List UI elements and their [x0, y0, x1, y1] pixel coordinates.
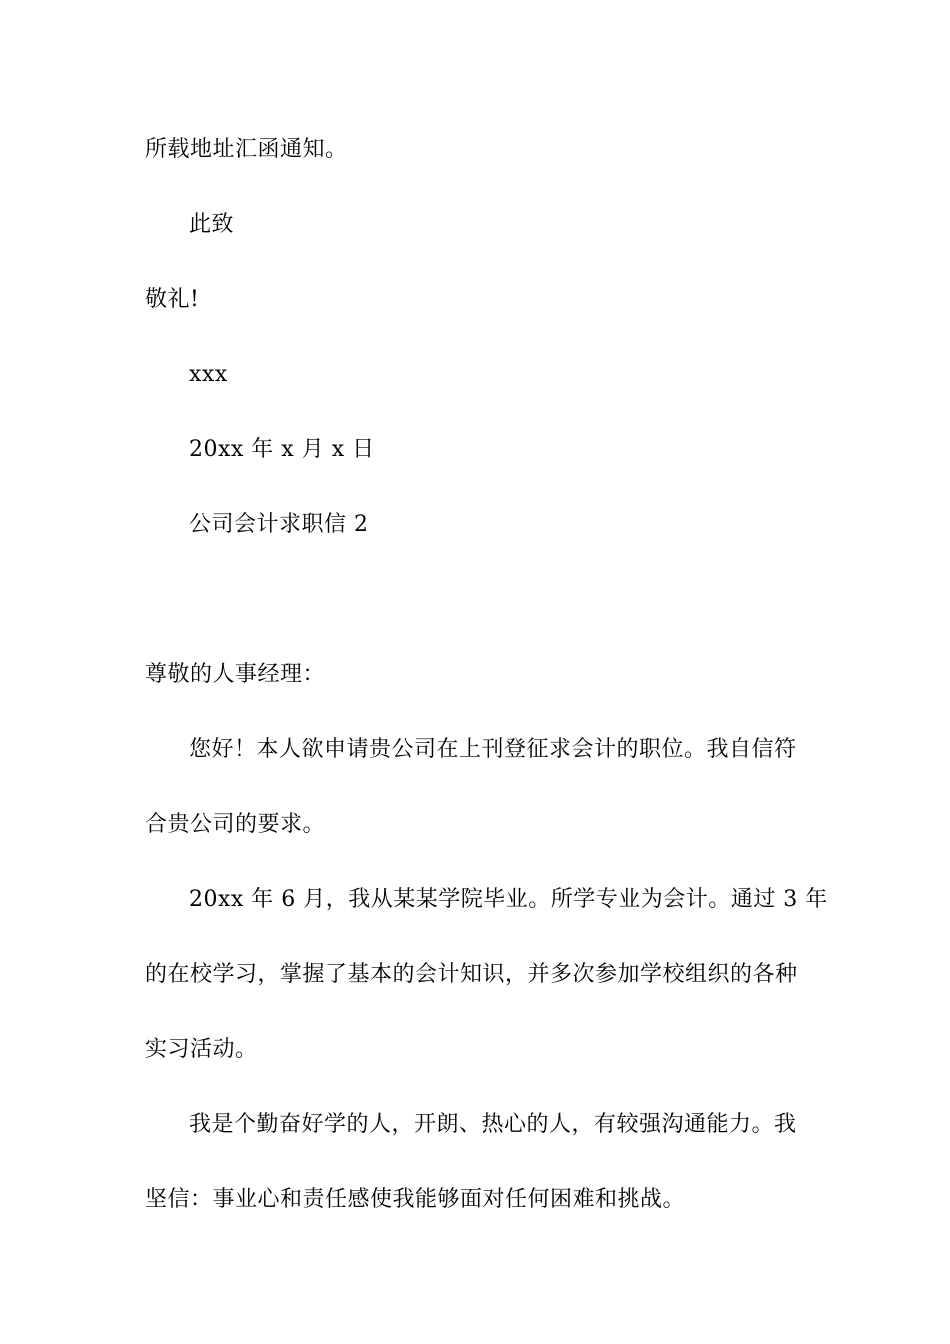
body-paragraph-line: 我是个勤奋好学的人，开朗、热心的人，有较强沟通能力。我: [189, 1112, 797, 1137]
body-paragraph-line: 的在校学习，掌握了基本的会计知识，并多次参加学校组织的各种: [145, 962, 798, 987]
salutation-close: 此致: [189, 212, 235, 237]
salutation-regards: 敬礼!: [145, 287, 200, 312]
signature-name: xxx: [189, 362, 228, 387]
letter-greeting: 尊敬的人事经理：: [145, 662, 326, 687]
body-paragraph-line: 合贵公司的要求。: [145, 812, 326, 837]
signature-date: 20xx 年 x 月 x 日: [189, 437, 375, 462]
body-paragraph-line: 您好！本人欲申请贵公司在上刊登征求会计的职位。我自信符: [189, 737, 797, 762]
section-title: 公司会计求职信 2: [189, 512, 369, 537]
closing-paragraph-line: 所载地址汇函通知。: [145, 137, 348, 162]
body-paragraph-line: 坚信：事业心和责任感使我能够面对任何困难和挑战。: [145, 1187, 686, 1212]
body-paragraph-line: 20xx 年 6 月，我从某某学院毕业。所学专业为会计。通过 3 年: [189, 887, 828, 912]
body-paragraph-line: 实习活动。: [145, 1037, 258, 1062]
